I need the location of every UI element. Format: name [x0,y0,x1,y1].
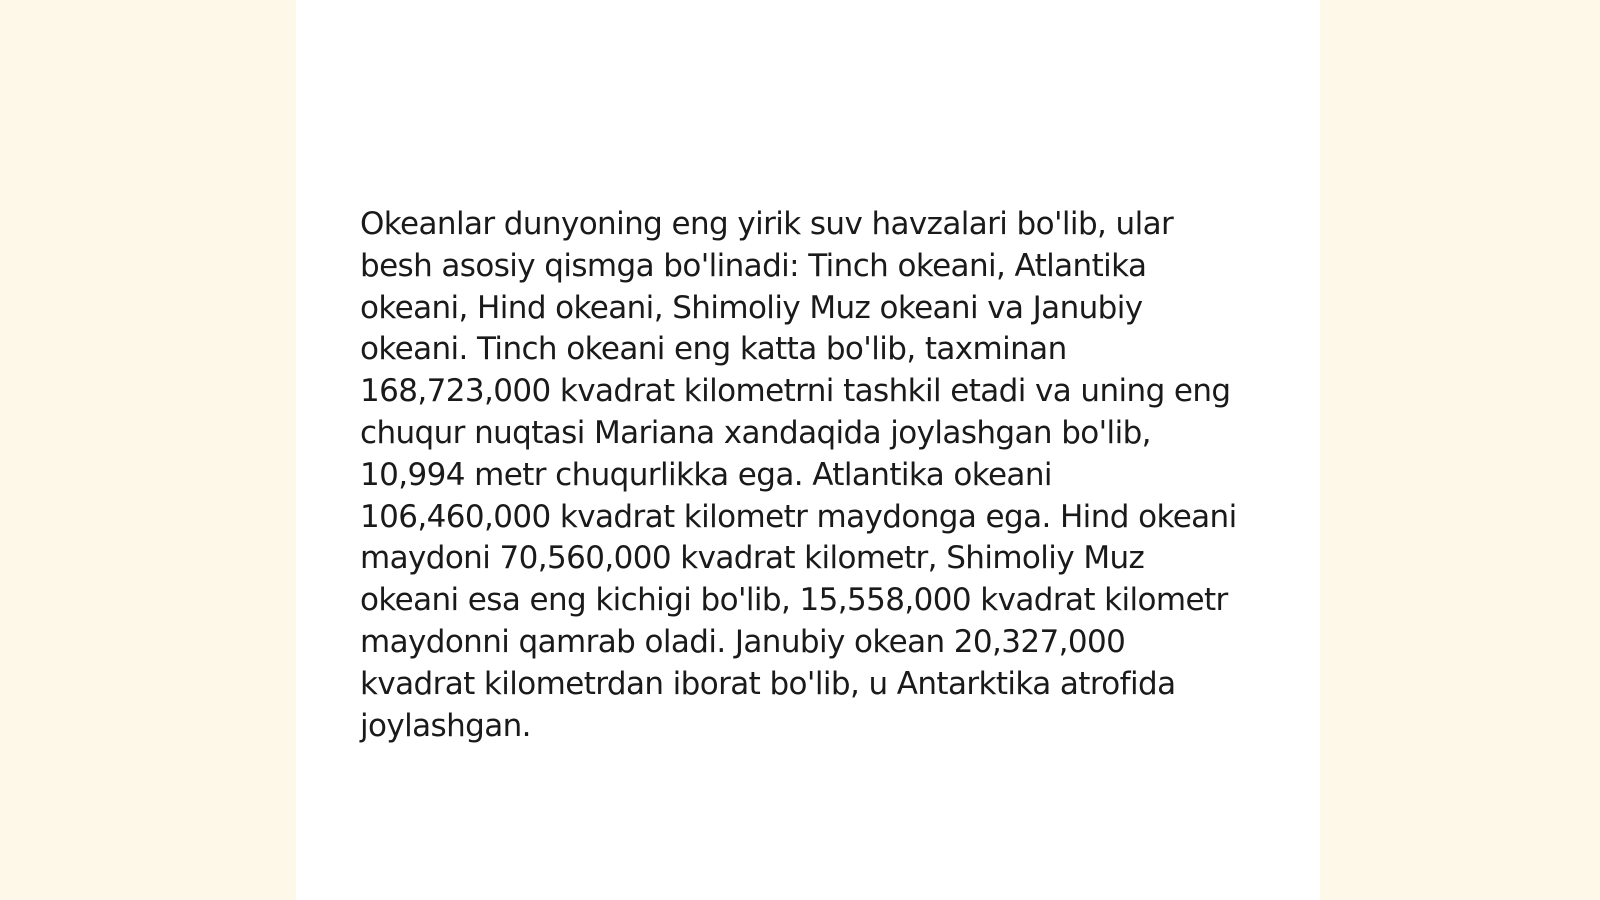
document-body [360,204,1240,747]
document-page [296,0,1320,900]
body-paragraph: Okeanlar dunyoning eng yirik suv havzalari bo'lib, ular besh asosiy qismga bo'linadi: Tinch okeani, Atlantika okeani, Hind okeani, Shimoliy Muz okeani va Janubiy okeani. Tinch okeani eng katta bo'lib, taxminan 168,723,000 kvadrat kilometrni tashkil etadi va uning eng chuqur nuqtasi Mariana xandaqida joylashgan bo'lib, 10,994 metr chuqurlikka ega. Atlantika okeani 106,460,000 kvadrat kilometr maydonga ega. Hind okeani maydoni 70,560,000 kvadrat kilometr, Shimoliy Muz okeani esa eng kichigi bo'lib, 15,558,000 kvadrat kilometr maydonni qamrab oladi. Janubiy okean 20,327,000 kvadrat kilometrdan iborat bo'lib, u Antarktika atrofida joylashgan. [360,206,1237,744]
